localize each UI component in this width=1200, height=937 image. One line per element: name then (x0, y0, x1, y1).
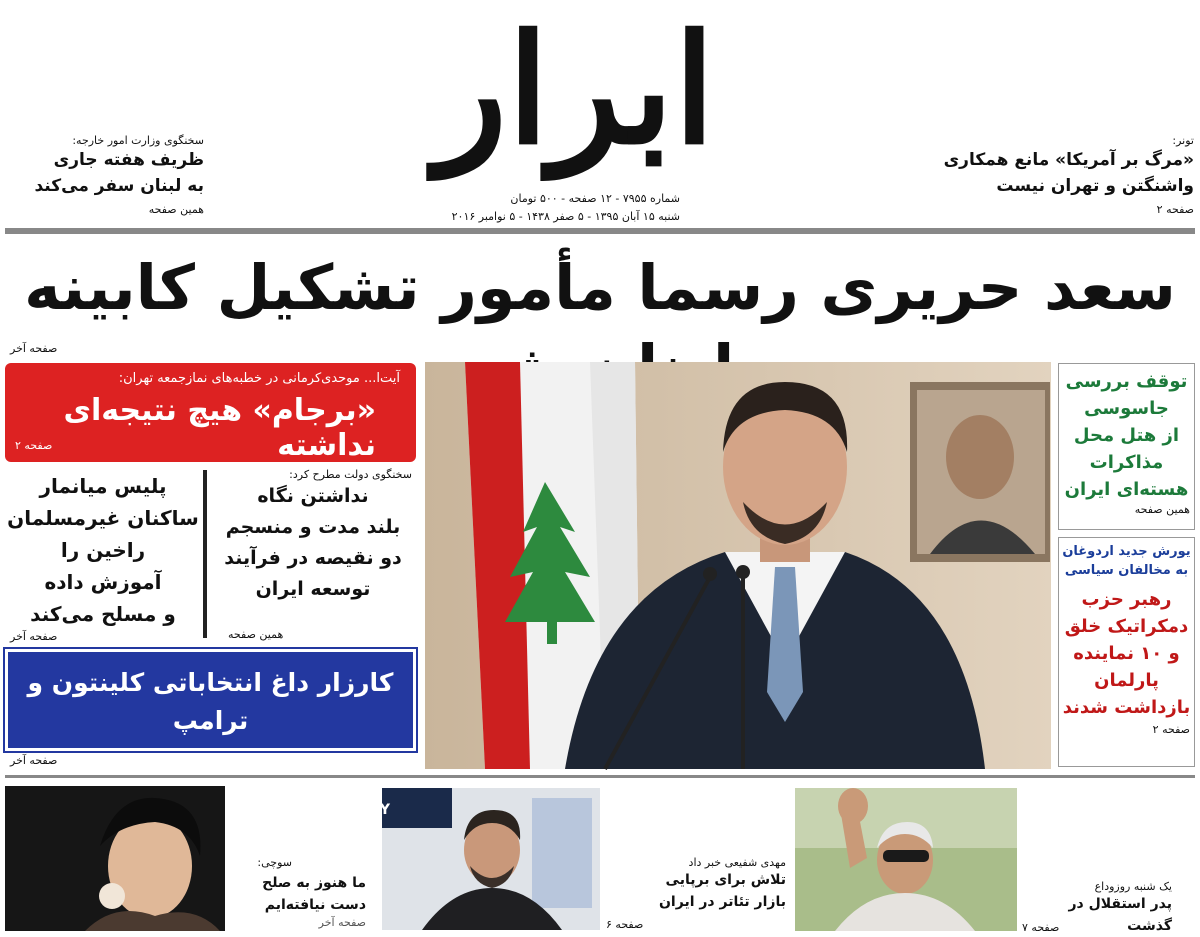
framed-portrait (910, 382, 1050, 562)
masthead-logo: ابرار (434, 2, 716, 178)
page-ref: صفحه ۶ (606, 918, 644, 931)
story-line: بلند مدت و منسجم (225, 516, 401, 538)
red-story-headline: «برجام» هیچ نتیجه‌ای نداشته (63, 393, 376, 463)
blue-story-headline (8, 652, 413, 778)
lead-photo-illustration (425, 362, 1051, 769)
story-line: و مسلح می‌کند (30, 602, 176, 626)
issue-info (420, 190, 680, 226)
red-story-kicker: آیت‌ا... موحدی‌کرمانی در خطبه‌های نمازجمعه تهران: (118, 371, 400, 386)
bottom-divider (5, 775, 1195, 778)
teaser-kicker: تونر: (1172, 134, 1194, 147)
portrait-woman (5, 786, 225, 931)
teaser-line: ظریف هفته جاری (53, 150, 204, 170)
top-right-teaser[interactable] (934, 134, 1194, 216)
story-kicker: سوچی: (257, 856, 292, 869)
story-line: نداشتن نگاه (257, 485, 369, 507)
main-headline[interactable]: سعد حریری رسما مأمور تشکیل کابینه (24, 251, 1176, 324)
story-kicker (1059, 538, 1194, 580)
bottom-photo-1[interactable] (5, 786, 225, 931)
bottom-photo-3[interactable] (795, 788, 1017, 931)
portrait-man-glasses (348, 788, 600, 930)
teaser-line: «مرگ بر آمریکا» مانع همکاری (943, 150, 1194, 170)
story-kicker: سخنگوی دولت مطرح کرد: (289, 468, 412, 481)
headline-line: پارلمان (1094, 670, 1159, 691)
story-kicker: مهدی شفیعی خبر داد (688, 856, 786, 869)
main-headline-page-ref: صفحه آخر (10, 342, 58, 355)
page-ref: صفحه ۲ (15, 439, 53, 452)
kicker-line: به مخالفان سیاسی (1064, 563, 1189, 578)
teaser-line: واشنگتن و تهران نیست (996, 176, 1194, 196)
headline-line: ما هنوز به صلح (262, 875, 366, 891)
headline-line: هسته‌ای ایران (1064, 479, 1189, 500)
headline-line: دست نیافته‌ایم (264, 897, 366, 913)
date-line: شنبه ۱۵ آبان ۱۳۹۵ - ۵ صفر ۱۴۳۸ - ۵ نوامبر ۲۰۱۶ (451, 210, 680, 223)
page-ref: صفحه ۷ (1022, 921, 1060, 934)
top-left-teaser[interactable] (4, 134, 204, 216)
portrait-elder-waving (795, 788, 1017, 931)
bottom-story-2[interactable] (616, 856, 786, 913)
green-story-box[interactable] (1058, 363, 1195, 530)
headline-line: مذاکرات (1089, 452, 1164, 473)
teaser-kicker: سخنگوی وزارت امور خارجه: (72, 134, 204, 147)
headline-line: تلاش برای برپایی (665, 872, 786, 888)
headline-line: بازار تئاتر در ایران (658, 894, 786, 910)
headline-line: توقف بررسی (1065, 371, 1188, 392)
headline-line: از هتل محل (1073, 425, 1180, 446)
page-ref: همین صفحه (148, 203, 204, 216)
headline-line: کارزار داغ انتخاباتی کلینتون و ترامپ (27, 668, 394, 735)
bottom-story-1[interactable] (232, 856, 292, 869)
erdogan-story-box[interactable] (1058, 537, 1195, 767)
green-story-headline (1059, 364, 1194, 503)
headline-line: جاسوسی (1084, 398, 1169, 419)
headline-line: و ۱۰ نماینده (1073, 643, 1180, 664)
story-kicker: یک شنبه روزوداع (1094, 880, 1172, 893)
page-ref: صفحه ۲ (1152, 723, 1190, 736)
story-line: راخین را (60, 538, 146, 562)
page-ref: همین صفحه (1134, 503, 1190, 516)
column-separator (203, 470, 207, 638)
headline-line: در ایالت‌های حساس (88, 744, 333, 773)
kicker-line: یورش جدید اردوغان (1062, 544, 1191, 559)
page-ref: همین صفحه (228, 628, 284, 641)
lead-photo[interactable] (425, 362, 1051, 769)
story-myanmar[interactable] (5, 470, 201, 630)
issue-line: شماره ۷۹۵۵ - ۱۲ صفحه - ۵۰۰ تومان (510, 192, 680, 205)
story-line: آموزش داده (44, 570, 162, 594)
teaser-line: به لبنان سفر می‌کند (34, 176, 204, 196)
page-ref: صفحه آخر (318, 916, 366, 929)
page-ref: صفحه آخر (10, 754, 58, 767)
sign-text: ENCY (348, 802, 390, 818)
headline-line: دمکراتیک خلق (1064, 616, 1189, 637)
bottom-story-1-headline[interactable] (226, 872, 366, 929)
bottom-photo-2[interactable] (348, 788, 600, 930)
story-line: دو نقیصه در فرآیند (224, 547, 402, 569)
headline-line: پدر استقلال در گذشت (1068, 896, 1172, 934)
headline-line: بازداشت شدند (1062, 697, 1191, 718)
story-line: توسعه ایران (255, 578, 371, 600)
story-line: پلیس میانمار (39, 474, 167, 498)
headline-line: رهبر حزب (1081, 589, 1172, 610)
story-gov-spokesman[interactable] (210, 468, 416, 605)
story-headline (1059, 586, 1194, 721)
page-ref: صفحه آخر (10, 630, 58, 643)
page-ref: صفحه ۲ (1156, 203, 1194, 216)
story-line: ساکنان غیرمسلمان (7, 506, 199, 530)
masthead-divider (5, 228, 1195, 234)
red-story-box[interactable] (5, 363, 416, 462)
